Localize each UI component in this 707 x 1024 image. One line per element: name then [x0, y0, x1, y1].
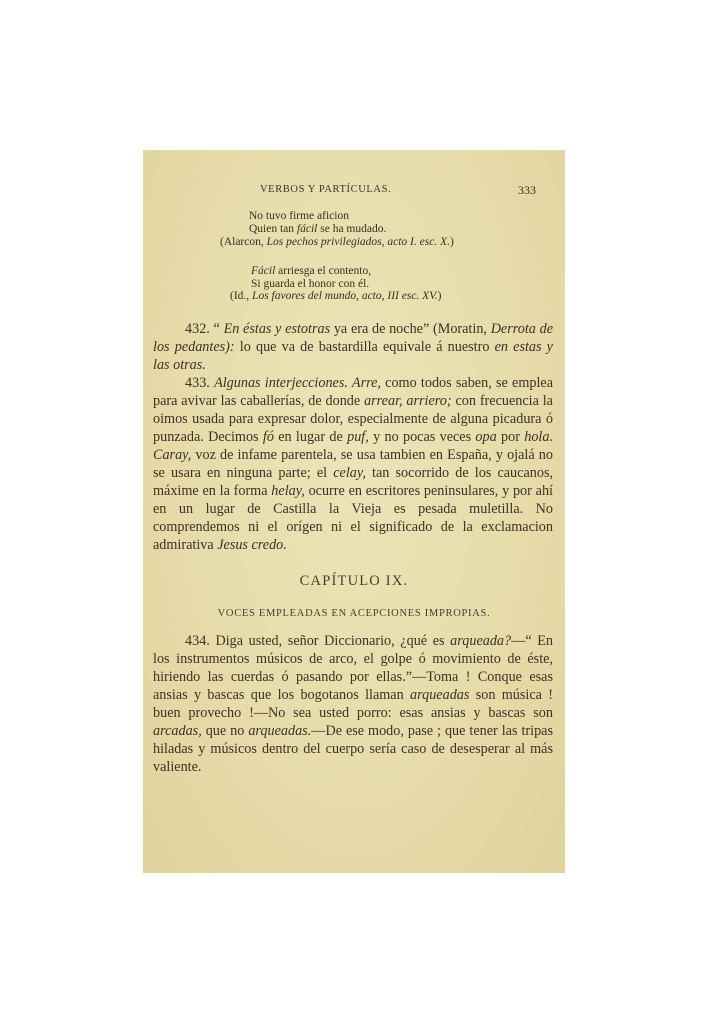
running-head	[143, 184, 565, 198]
paragraph-434: 434. Diga usted, señor Diccionario, ¿qué es arqueada?—“ En los instrumentos músicos de arco, el golpe ó movimiento de éste, hiriendo las cuerdas ó pasando por ellas.”—Toma ! Conque esas ansias y bascas que los bogotanos llaman arqueadas son música ! buen provecho !—No sea usted porro: esas ansias y bascas son arcadas, que no arqueadas.—De ese modo, pase ; que tener las tripas hiladas y músicos dentro del cuerpo sería caso de desesperar al más valiente.	[153, 633, 554, 775]
body-text-lower	[153, 632, 553, 776]
citation-alarcon: (Alarcon, Los pechos privilegiados, acto I. esc. X.)	[220, 236, 454, 248]
verse-quote-favores	[251, 265, 371, 290]
verse-line: Fácil arriesga el contento,	[251, 265, 372, 277]
chapter-title: CAPÍTULO IX.	[299, 573, 409, 589]
paragraph-433: 433. Algunas interjecciones. Arre, como todos saben, se emplea para avivar las caballerías, de donde arrear, arriero; con frecuencia la oimos usada para expresar dolor, especialmente de alguna picadura ó punzada. Decimos fó en lugar de puf, y no pocas veces opa por hola. Caray, voz de infame parentela, se usa tambien en España, y ojalá no se usara en ninguna parte; el celay, tan socorrido de los caucanos, máxime en la forma helay, ocurre en escritores peninsulares, y por ahí en un lugar de Castilla la Vieja es pesada muletilla. No comprendemos ni el orígen ni el significado de la exclamacion admirativa Jesus credo.	[153, 375, 554, 553]
verse-line: No tuvo firme aficion	[249, 210, 349, 222]
paragraph-432: 432. “ En éstas y estotras ya era de noche” (Moratin, Derrota de los pedantes): lo que va de bastardilla equivale á nuestro en estas y las otras.	[153, 321, 553, 373]
verse-quote-alarcon	[249, 210, 386, 235]
verse-line: Si guarda el honor con él.	[251, 277, 370, 290]
citation-favores: (Id., Los favores del mundo, acto, III esc. XV.)	[230, 290, 442, 302]
verse-line: Quien tan fácil se ha mudado.	[249, 222, 387, 235]
chapter-subtitle: VOCES EMPLEADAS EN ACEPCIONES IMPROPIAS.	[217, 608, 491, 619]
body-text-upper	[153, 320, 553, 554]
page-number: 333	[518, 183, 536, 197]
book-page	[143, 150, 565, 873]
running-title: VERBOS Y PARTÍCULAS.	[260, 184, 392, 195]
